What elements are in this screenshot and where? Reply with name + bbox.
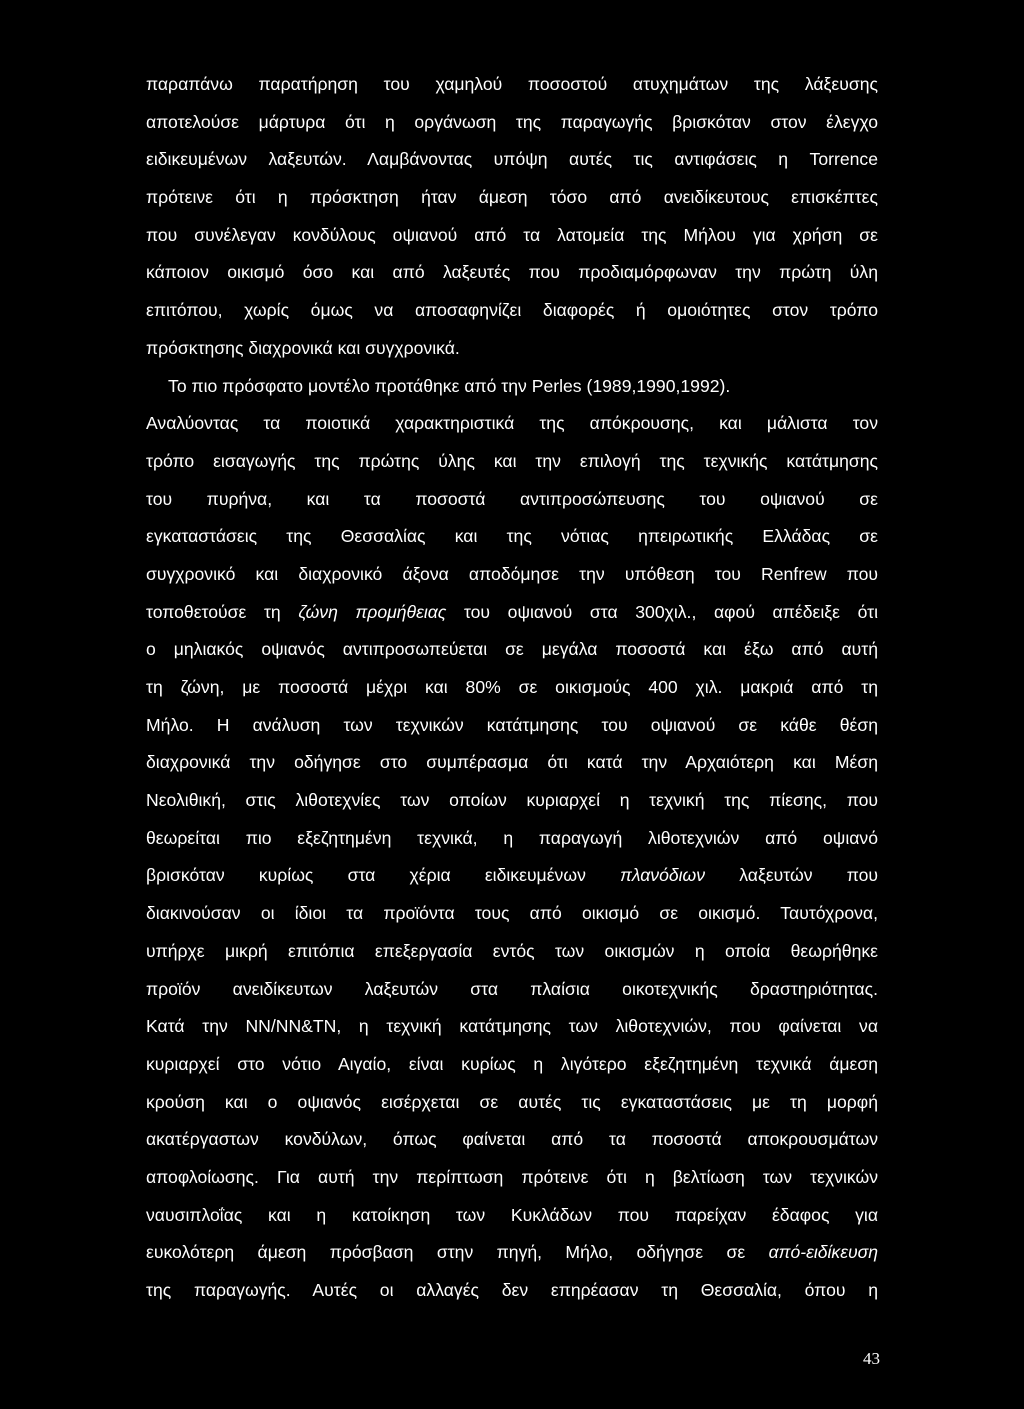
text-segment: του οψιανού στα 300χιλ., αφού απέδειξε ότι bbox=[446, 601, 878, 622]
text-line: του πυρήνα, και τα ποσοστά αντιπροσώπευσης του οψιανού σε bbox=[146, 488, 878, 509]
text-segment: βρισκόταν κυρίως στα χέρια ειδικευμένων bbox=[146, 865, 621, 886]
text-line: ο μηλιακός οψιανός αντιπροσωπεύεται σε μεγάλα ποσοστά και έξω από αυτή bbox=[146, 639, 878, 660]
text-line: παραπάνω παρατήρηση του χαμηλού ποσοστού ατυχημάτων της λάξευσης bbox=[146, 74, 878, 94]
text-line: διακινούσαν οι ίδιοι τα προϊόντα τους από οικισμό σε οικισμό. Ταυτόχρονα, bbox=[146, 903, 878, 924]
text-line bbox=[146, 594, 878, 632]
text-line: υπήρχε μικρή επιτόπια επεξεργασία εντός των οικισμών η οποία θεωρήθηκε bbox=[146, 940, 878, 961]
text-segment: ευκολότερη άμεση πρόσβαση στην πηγή, Μήλο, οδήγησε σε bbox=[146, 1242, 769, 1263]
text-line: Το πιο πρόσφατο μοντέλο προτάθηκε από την Perles (1989,1990,1992). bbox=[168, 375, 731, 396]
text-line: επιτόπου, χωρίς όμως να αποσαφηνίζει διαφορές ή ομοιότητες στον τρόπο bbox=[146, 300, 878, 321]
text-line: ακατέργαστων κονδύλων, όπως φαίνεται από τα ποσοστά αποκρουσμάτων bbox=[146, 1129, 878, 1150]
document-body bbox=[146, 66, 878, 1310]
text-line bbox=[146, 1234, 878, 1272]
text-line: πρότεινε ότι η πρόσκτηση ήταν άμεση τόσο από ανειδίκευτους επισκέπτες bbox=[146, 187, 878, 208]
text-line: πρόσκτησης διαχρονικά και συγχρονικά. bbox=[146, 337, 460, 358]
text-line: εγκαταστάσεις της Θεσσαλίας και της νότιας ηπειρωτικής Ελλάδας σε bbox=[146, 526, 878, 547]
text-line: διαχρονικά την οδήγησε στο συμπέρασμα ότι κατά την Αρχαιότερη και Μέση bbox=[146, 752, 878, 773]
text-line: ναυσιπλοΐας και η κατοίκηση των Κυκλάδων που παρείχαν έδαφος για bbox=[146, 1204, 878, 1225]
italic-term: πλανόδιων bbox=[620, 865, 706, 886]
text-line: αποφλοίωσης. Για αυτή την περίπτωση πρότεινε ότι η βελτίωση των τεχνικών bbox=[146, 1166, 878, 1187]
text-line: ειδικευμένων λαξευτών. Λαμβάνοντας υπόψη αυτές τις αντιφάσεις η Torrence bbox=[146, 149, 878, 170]
text-line: Αναλύοντας τα ποιοτικά χαρακτηριστικά της απόκρουσης, και μάλιστα τον bbox=[146, 413, 878, 434]
text-line: συγχρονικό και διαχρονικό άξονα αποδόμησε την υπόθεση του Renfrew που bbox=[146, 563, 878, 584]
text-segment: λαξευτών που bbox=[705, 865, 878, 886]
text-line: κυριαρχεί στο νότιο Αιγαίο, είναι κυρίως η λιγότερο εξεζητημένη τεχνικά άμεση bbox=[146, 1053, 878, 1074]
text-line bbox=[146, 857, 878, 895]
text-segment: τοποθετούσε τη bbox=[146, 601, 299, 622]
text-line: θεωρείται πιο εξεζητημένη τεχνικά, η παραγωγή λιθοτεχνιών από οψιανό bbox=[146, 827, 878, 848]
text-line: κρούση και ο οψιανός εισέρχεται σε αυτές τις εγκαταστάσεις με τη μορφή bbox=[146, 1091, 878, 1112]
text-line: τη ζώνη, με ποσοστά μέχρι και 80% σε οικισμούς 400 χιλ. μακριά από τη bbox=[146, 677, 878, 697]
text-line: Νεολιθική, στις λιθοτεχνίες των οποίων κυριαρχεί η τεχνική της πίεσης, που bbox=[146, 790, 878, 811]
italic-term: ζώνη προμήθειας bbox=[298, 601, 447, 622]
text-line: που συνέλεγαν κονδύλους οψιανού από τα λατομεία της Μήλου για χρήση σε bbox=[146, 224, 878, 245]
text-line: προϊόν ανειδίκευτων λαξευτών στα πλαίσια οικοτεχνικής δραστηριότητας. bbox=[146, 978, 878, 999]
page-number: 43 bbox=[863, 1349, 880, 1368]
text-line: της παραγωγής. Αυτές οι αλλαγές δεν επηρέασαν τη Θεσσαλία, όπου η bbox=[146, 1280, 878, 1300]
text-line: αποτελούσε μάρτυρα ότι η οργάνωση της παραγωγής βρισκόταν στον έλεγχο bbox=[146, 111, 878, 132]
text-line: τρόπο εισαγωγής της πρώτης ύλης και την επιλογή της τεχνικής κατάτμησης bbox=[146, 450, 878, 471]
text-line: κάποιον οικισμό όσο και από λαξευτές που προδιαμόρφωναν την πρώτη ύλη bbox=[146, 262, 878, 283]
text-line: Κατά την ΝΝ/ΝΝ&ΤΝ, η τεχνική κατάτμησης των λιθοτεχνιών, που φαίνεται να bbox=[146, 1016, 878, 1037]
italic-term: από-ειδίκευση bbox=[768, 1242, 878, 1263]
text-line: Μήλο. Η ανάλυση των τεχνικών κατάτμησης του οψιανού σε κάθε θέση bbox=[146, 714, 878, 735]
